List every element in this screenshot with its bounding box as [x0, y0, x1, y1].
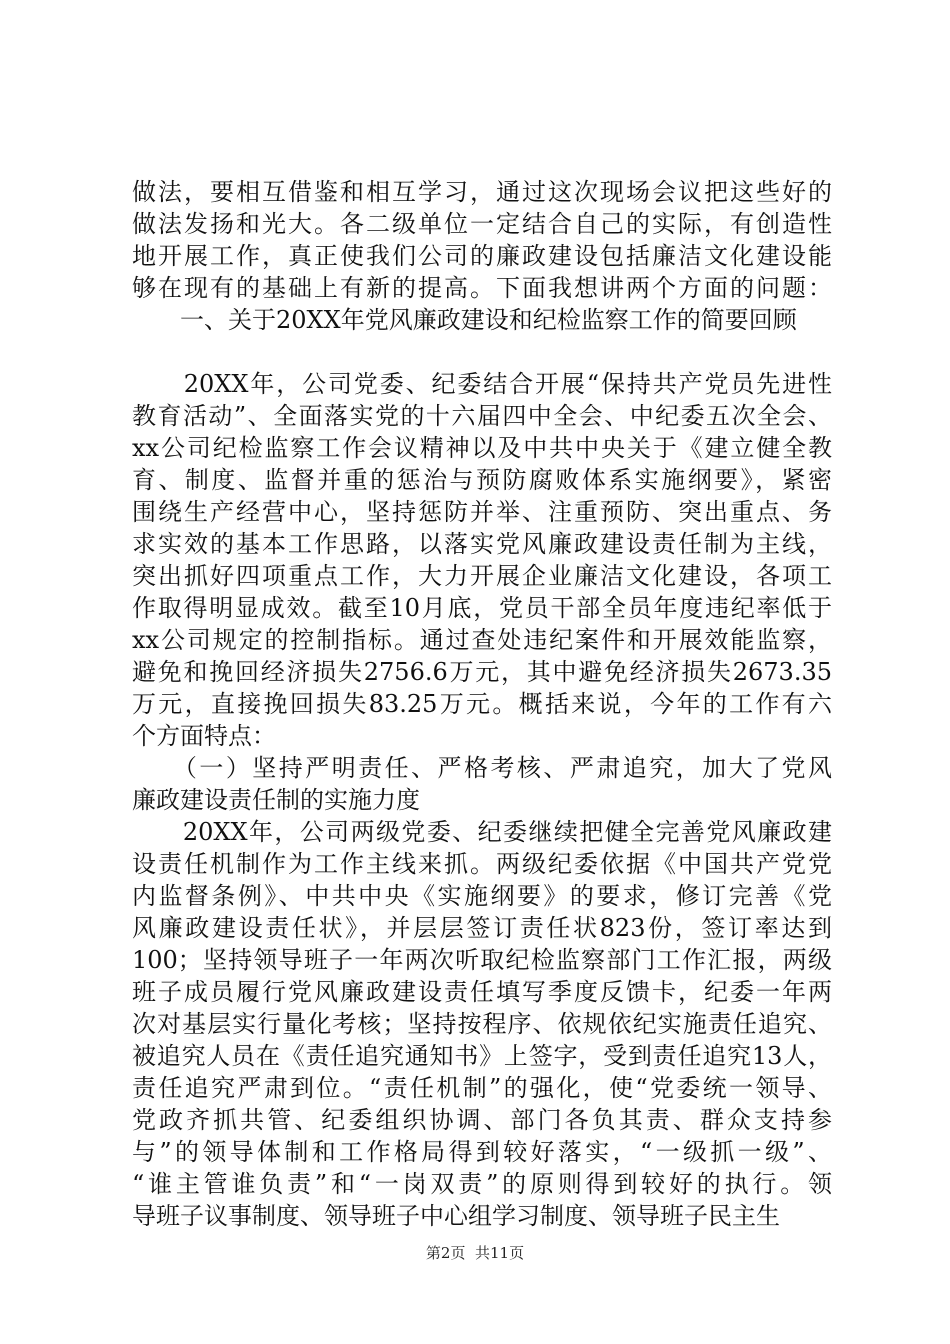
text-line: 班子成员履行党风廉政建设责任填写季度反馈卡，纪委一年两: [132, 978, 832, 1006]
page-number: 第2页: [425, 1244, 466, 1262]
text-line: xx公司纪检监察工作会议精神以及中共中央关于《建立健全教: [132, 434, 832, 462]
text-line: 突出抓好四项重点工作，大力开展企业廉洁文化建设，各项工: [132, 562, 832, 590]
text-line: （一）坚持严明责任、严格考核、严肃追究，加大了党风: [132, 754, 832, 782]
blank-line: [132, 336, 832, 368]
text-line: 被追究人员在《责任追究通知书》上签字，受到责任追究13人，: [132, 1042, 832, 1070]
text-line: 党政齐抓共管、纪委组织协调、部门各负其责、群众支持参: [132, 1106, 832, 1134]
text-line: 廉政建设责任制的实施力度: [132, 786, 420, 814]
text-line: 责任追究严肃到位。“责任机制”的强化，使“党委统一领导、: [132, 1074, 832, 1102]
page-total: 共11页: [475, 1244, 525, 1262]
text-line: 避免和挽回经济损失2756.6万元，其中避免经济损失2673.35: [132, 658, 832, 686]
text-line: 20XX年，公司两级党委、纪委继续把健全完善党风廉政建: [132, 818, 832, 846]
page-footer: [0, 1242, 950, 1263]
text-line: 作取得明显成效。截至10月底，党员干部全员年度违纪率低于: [132, 594, 832, 622]
text-line: 围绕生产经营中心，坚持惩防并举、注重预防、突出重点、务: [132, 498, 832, 526]
text-line: 次对基层实行量化考核；坚持按程序、依规依纪实施责任追究、: [132, 1010, 832, 1038]
text-line: 教育活动”、全面落实党的十六届四中全会、中纪委五次全会、: [132, 402, 832, 430]
text-line: 与”的领导体制和工作格局得到较好落实，“一级抓一级”、: [132, 1138, 832, 1166]
text-line: 风廉政建设责任状》，并层层签订责任状823份，签订率达到: [132, 914, 832, 942]
text-line: 地开展工作，真正使我们公司的廉政建设包括廉洁文化建设能: [132, 242, 832, 270]
text-line: 一、关于20XX年党风廉政建设和纪检监察工作的简要回顾: [132, 306, 797, 334]
footer-gap: [465, 1244, 475, 1262]
text-line: 个方面特点：: [132, 722, 276, 750]
text-line: 够在现有的基础上有新的提高。下面我想讲两个方面的问题：: [132, 274, 832, 302]
text-line: 100；坚持领导班子一年两次听取纪检监察部门工作汇报，两级: [132, 946, 832, 974]
text-line: 设责任机制作为工作主线来抓。两级纪委依据《中国共产党党: [132, 850, 832, 878]
text-line: 内监督条例》、中共中央《实施纲要》的要求，修订完善《党: [132, 882, 832, 910]
text-line: 导班子议事制度、领导班子中心组学习制度、领导班子民主生: [132, 1202, 780, 1230]
text-line: 做法发扬和光大。各二级单位一定结合自己的实际，有创造性: [132, 210, 832, 238]
text-line: 20XX年，公司党委、纪委结合开展“保持共产党员先进性: [132, 370, 832, 398]
document-body: [132, 176, 832, 1232]
text-line: 育、制度、监督并重的惩治与预防腐败体系实施纲要》，紧密: [132, 466, 832, 494]
text-line: xx公司规定的控制指标。通过查处违纪案件和开展效能监察，: [132, 626, 832, 654]
text-line: 万元，直接挽回损失83.25万元。概括来说，今年的工作有六: [132, 690, 832, 718]
text-line: 做法，要相互借鉴和相互学习，通过这次现场会议把这些好的: [132, 178, 832, 206]
text-line: “谁主管谁负责”和“一岗双责”的原则得到较好的执行。领: [132, 1170, 832, 1198]
text-line: 求实效的基本工作思路，以落实党风廉政建设责任制为主线，: [132, 530, 832, 558]
